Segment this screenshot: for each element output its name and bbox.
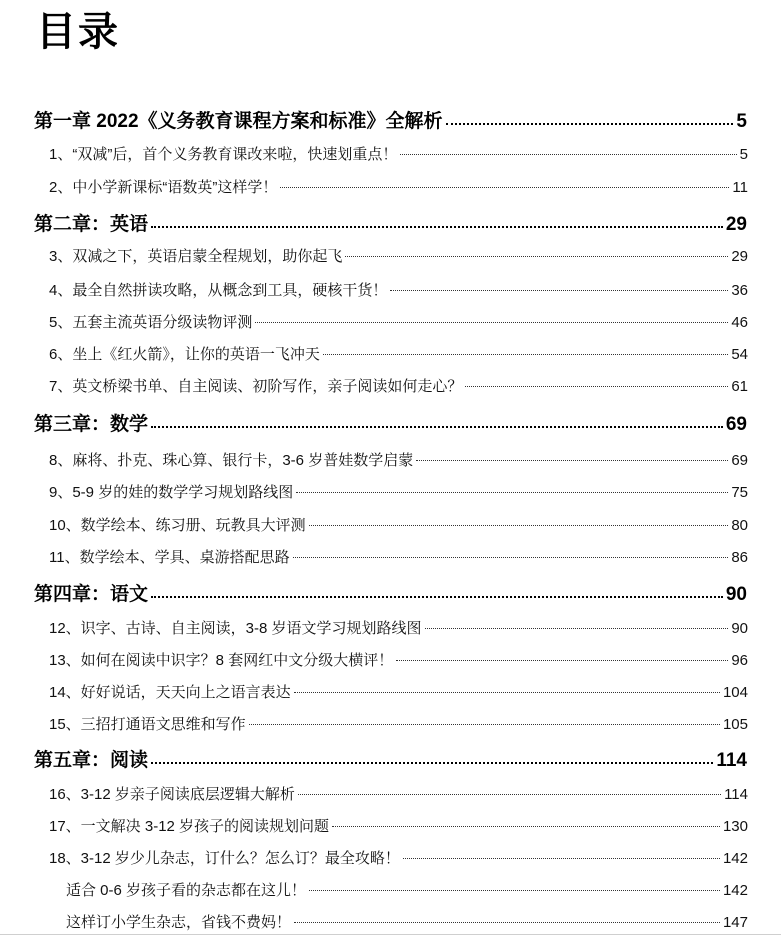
toc-entry-label: 18、3-12 岁少儿杂志，订什么？怎么订？最全攻略！: [49, 850, 400, 867]
toc-entry-16[interactable]: [49, 783, 748, 804]
dot-leader: [151, 226, 723, 228]
toc-entry-label: 11、数学绘本、学具、桌游搭配思路: [49, 549, 290, 566]
toc-chapter-2[interactable]: [34, 209, 747, 236]
dot-leader: [416, 460, 728, 461]
toc-entry-label: 6、坐上《红火箭》，让你的英语一飞冲天: [49, 346, 320, 363]
toc-entry-15[interactable]: [49, 713, 748, 734]
toc-chapter-4[interactable]: [34, 579, 747, 606]
toc-entry-label: 这样订小学生杂志，省钱不费妈！: [66, 914, 292, 931]
toc-entry-2[interactable]: [49, 176, 748, 197]
toc-entry-label: 13、如何在阅读中识字？8 套网红中文分级大横评！: [49, 652, 394, 669]
toc-page-number: 114: [716, 750, 747, 771]
toc-entry-label: 15、三招打通语文思维和写作: [49, 716, 246, 733]
dot-leader: [255, 322, 728, 323]
toc-entry-label: 9、5-9 岁的娃的数学学习规划路线图: [49, 484, 294, 501]
dot-leader: [249, 724, 720, 725]
toc-entry-label: 8、麻将、扑克、珠心算、银行卡，3-6 岁普娃数学启蒙: [49, 452, 414, 469]
toc-entry-label: 3、双减之下，英语启蒙全程规划，助你起飞: [49, 248, 343, 265]
dot-leader: [298, 794, 721, 795]
toc-chapter-label: 第一章 2022《义务教育课程方案和标准》全解析: [34, 111, 443, 132]
dot-leader: [446, 123, 734, 125]
toc-page-number: 147: [722, 914, 748, 931]
toc-page-number: 142: [722, 850, 748, 867]
toc-entry-label: 适合 0-6 岁孩子看的杂志都在这儿！: [66, 882, 307, 899]
dot-leader: [425, 628, 729, 629]
toc-subentry-2[interactable]: [66, 911, 748, 932]
toc-chapter-3[interactable]: [34, 409, 747, 436]
dot-leader: [151, 596, 723, 598]
toc-entry-9[interactable]: [49, 481, 748, 502]
dot-leader: [403, 858, 720, 859]
toc-page-number: 80: [731, 517, 748, 534]
toc-page-number: 130: [722, 818, 748, 835]
toc-entry-1[interactable]: [49, 143, 748, 164]
toc-page-number: 104: [722, 684, 748, 701]
dot-leader: [151, 762, 713, 764]
dot-leader: [323, 354, 728, 355]
toc-subentry-1[interactable]: [66, 879, 748, 900]
toc-page-number: 96: [731, 652, 748, 669]
toc-entry-18[interactable]: [49, 847, 748, 868]
dot-leader: [280, 187, 729, 188]
toc-entry-label: 12、识字、古诗、自主阅读，3-8 岁语文学习规划路线图: [49, 620, 422, 637]
toc-entry-label: 4、最全自然拼读攻略，从概念到工具，硬核干货！: [49, 282, 388, 299]
dot-leader: [400, 154, 736, 155]
toc-page-number: 114: [724, 786, 748, 803]
toc-page-number: 69: [731, 452, 748, 469]
dot-leader: [309, 525, 729, 526]
dot-leader: [293, 557, 729, 558]
toc-page-number: 90: [731, 620, 748, 637]
toc-entry-11[interactable]: [49, 546, 748, 567]
toc-chapter-1[interactable]: [34, 106, 747, 133]
toc-page-number: 54: [731, 346, 748, 363]
toc-page-number: 86: [731, 549, 748, 566]
page-title: 目录: [36, 10, 120, 54]
toc-entry-label: 10、数学绘本、练习册、玩教具大评测: [49, 517, 306, 534]
toc-page-number: 29: [731, 248, 748, 265]
page-edge-divider: [0, 934, 781, 935]
toc-entry-label: 1、“双减”后，首个义务教育课改来啦，快速划重点！: [49, 146, 398, 163]
toc-chapter-5[interactable]: [34, 745, 747, 772]
toc-entry-label: 2、中小学新课标“语数英”这样学！: [49, 179, 278, 196]
toc-page-number: 90: [725, 584, 747, 605]
dot-leader: [465, 386, 728, 387]
toc-page-number: 69: [725, 414, 747, 435]
toc-chapter-label: 第四章：语文: [34, 584, 149, 605]
toc-entry-3[interactable]: [49, 245, 748, 266]
dot-leader: [294, 922, 720, 923]
toc-page-number: 5: [739, 146, 748, 163]
toc-entry-10[interactable]: [49, 514, 748, 535]
toc-entry-14[interactable]: [49, 681, 748, 702]
toc-entry-17[interactable]: [49, 815, 748, 836]
dot-leader: [151, 426, 723, 428]
toc-page-number: 46: [731, 314, 748, 331]
toc-entry-13[interactable]: [49, 649, 748, 670]
toc-entry-label: 17、一文解决 3-12 岁孩子的阅读规划问题: [49, 818, 330, 835]
dot-leader: [390, 290, 728, 291]
dot-leader: [345, 256, 728, 257]
toc-entry-7[interactable]: [49, 375, 748, 396]
toc-page-number: 142: [722, 882, 748, 899]
toc-entry-6[interactable]: [49, 343, 748, 364]
toc-entry-5[interactable]: [49, 311, 748, 332]
toc-entry-4[interactable]: [49, 279, 748, 300]
dot-leader: [296, 492, 728, 493]
dot-leader: [294, 692, 720, 693]
toc-entry-12[interactable]: [49, 617, 748, 638]
toc-entry-label: 7、英文桥梁书单、自主阅读、初阶写作，亲子阅读如何走心？: [49, 378, 463, 395]
dot-leader: [309, 890, 720, 891]
toc-page-number: 75: [731, 484, 748, 501]
toc-page-number: 36: [731, 282, 748, 299]
toc-entry-label: 14、好好说话，天天向上之语言表达: [49, 684, 291, 701]
toc-entry-8[interactable]: [49, 449, 748, 470]
toc-page-number: 5: [736, 111, 747, 132]
toc-page-number: 29: [725, 214, 747, 235]
dot-leader: [332, 826, 720, 827]
toc-page-number: 105: [722, 716, 748, 733]
toc-chapter-label: 第二章：英语: [34, 214, 149, 235]
toc-page-number: 11: [732, 179, 748, 196]
toc-page-number: 61: [731, 378, 748, 395]
toc-chapter-label: 第五章：阅读: [34, 750, 149, 771]
toc-entry-label: 5、五套主流英语分级读物评测: [49, 314, 253, 331]
toc-chapter-label: 第三章：数学: [34, 414, 149, 435]
toc-entry-label: 16、3-12 岁亲子阅读底层逻辑大解析: [49, 786, 295, 803]
dot-leader: [396, 660, 728, 661]
